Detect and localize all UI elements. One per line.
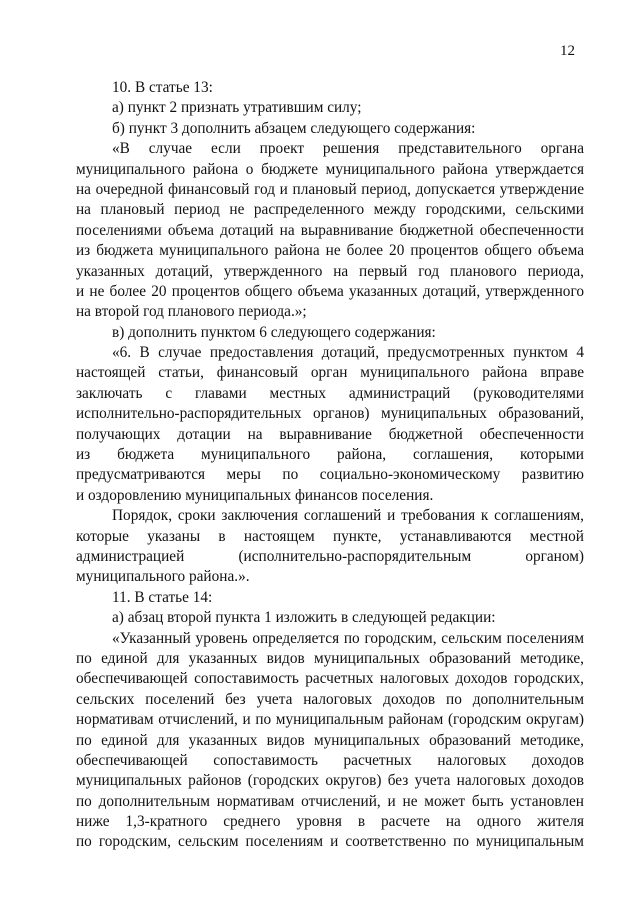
text-line: нормативам отчислений, и по муниципальным районам (городским округам) <box>76 711 584 729</box>
text-line: ниже 1,3-кратного среднего уровня в расчете на одного жителя <box>76 813 584 831</box>
text-line: предусматриваются меры по социально-экономическому развитию <box>76 466 584 484</box>
text-line: из бюджета муниципального района не более 20 процентов общего объема <box>76 242 584 260</box>
text-line: по городским, сельским поселениям и соответственно по муниципальным <box>76 833 584 851</box>
text-line: которые указаны в настоящем пункте, устанавливаются местной <box>76 527 584 545</box>
text-line: в) дополнить пунктом 6 следующего содержания: <box>112 323 436 341</box>
text-line: на второй год планового периода.»; <box>76 303 307 321</box>
text-line: настоящей статьи, финансовый орган муниципального района вправе <box>76 364 584 382</box>
text-line: муниципального района.». <box>76 568 250 586</box>
text-line: обеспечивающей сопоставимость расчетных налоговых доходов городских, <box>76 670 584 688</box>
text-line: на очередной финансовый год и плановый период, допускается утверждение <box>76 180 584 198</box>
document-body <box>76 78 584 853</box>
text-line: по единой для указанных видов муниципальных образований методике, <box>76 649 584 667</box>
text-line: по дополнительным нормативам отчислений, и не может быть установлен <box>76 792 584 810</box>
text-line: на плановый период не распределенного между городскими, сельскими <box>76 201 584 219</box>
text-line: б) пункт 3 дополнить абзацем следующего содержания: <box>112 119 476 137</box>
text-line: муниципальных районов (городских округов) без учета налоговых доходов <box>76 772 584 790</box>
text-line: «Указанный уровень определяется по городским, сельским поселениям <box>112 629 584 647</box>
page-number: 12 <box>560 43 575 59</box>
text-line: исполнительно-распорядительных органов) муниципальных образований, <box>76 405 584 423</box>
text-line: сельских поселений без учета налоговых доходов по дополнительным <box>76 690 584 708</box>
text-line: указанных дотаций, утвержденного на первый год планового периода, <box>76 262 584 280</box>
text-line: Порядок, сроки заключения соглашений и требования к соглашениям, <box>112 507 584 525</box>
text-line: муниципального района о бюджете муниципального района утверждается <box>76 160 584 178</box>
text-line: «6. В случае предоставления дотаций, предусмотренных пунктом 4 <box>112 344 584 362</box>
text-line: а) пункт 2 признать утратившим силу; <box>112 99 362 117</box>
text-line: получающих дотации на выравнивание бюджетной обеспеченности <box>76 425 584 443</box>
text-line: «В случае если проект решения представительного органа <box>112 140 584 158</box>
text-line: а) абзац второй пункта 1 изложить в следующей редакции: <box>112 609 496 627</box>
text-line: заключать с главами местных администраций (руководителями <box>76 384 584 402</box>
text-line: 10. В статье 13: <box>112 79 213 96</box>
text-line: 11. В статье 14: <box>112 588 213 606</box>
text-line: и не более 20 процентов общего объема указанных дотаций, утвержденного <box>76 282 584 300</box>
text-line: администрацией (исполнительно-распорядительным органом) <box>76 547 584 565</box>
text-line: поселениями объема дотаций на выравнивание бюджетной обеспеченности <box>76 221 584 239</box>
text-line: и оздоровлению муниципальных финансов поселения. <box>76 486 434 504</box>
text-line: из бюджета муниципального района, соглашения, которыми <box>76 446 584 464</box>
text-line: по единой для указанных видов муниципальных образований методике, <box>76 731 584 749</box>
text-line: обеспечивающей сопоставимость расчетных налоговых доходов <box>76 751 584 769</box>
